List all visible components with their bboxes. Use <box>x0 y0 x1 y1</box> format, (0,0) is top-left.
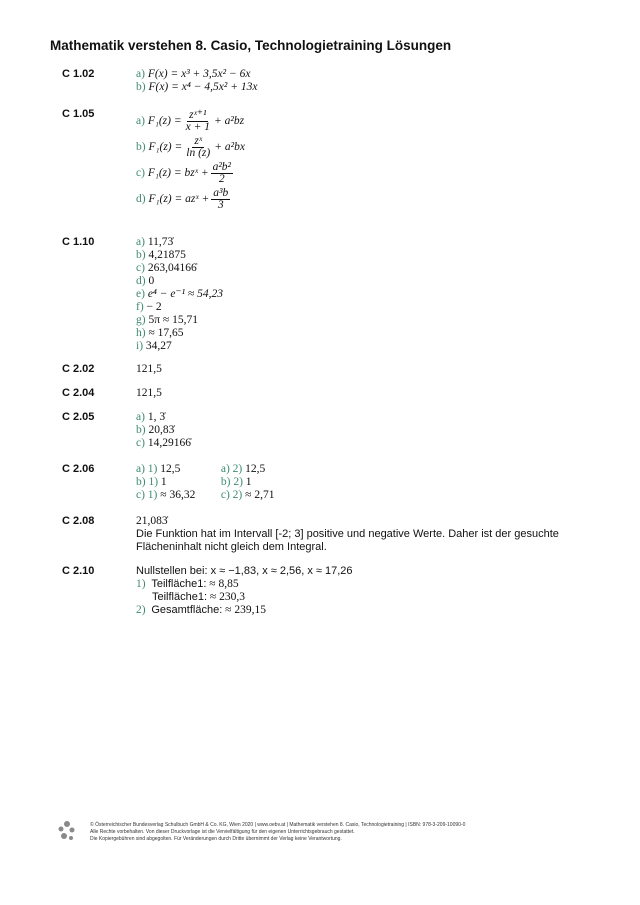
answer-line <box>136 134 245 160</box>
answer-tail: + a²bx <box>214 141 245 153</box>
list-item <box>136 236 223 249</box>
answer-label: c) 2) <box>220 489 243 501</box>
fraction-numerator: a²b² <box>212 160 231 173</box>
list-item <box>136 327 223 340</box>
answer-label: a) <box>136 115 145 127</box>
footer-rights: Alle Rechte vorbehalten. Von dieser Druckvorlage ist die Vervielfältigung für den eigenen Unterrichtsgebrauch gestattet. <box>90 829 355 835</box>
fraction-denominator: 2 <box>218 172 225 185</box>
answer-value: ≈ 239,15 <box>225 604 266 616</box>
exercise-code: C 2.10 <box>62 565 95 577</box>
answer-label: c) <box>136 262 145 274</box>
answer-label: a) 2) <box>220 463 243 475</box>
exercise-code: C 1.10 <box>62 236 95 248</box>
footer-copyright: © Österreichischer Bundesverlag Schulbuch GmbH & Co. KG, Wien 2020 | www.oebv.at | Mathematik verstehen 8. Casio, Technologietraining | ISBN: 978-3-209-10090-0 <box>90 822 466 828</box>
answer-line <box>136 476 274 489</box>
answer-line <box>136 489 274 502</box>
answer-value: x³ + 3,5x² − 6x <box>181 68 251 80</box>
answer-value: 1 <box>245 476 252 488</box>
answer-line <box>136 108 245 134</box>
answer-value: e⁴ − e⁻¹ ≈ 54,23 <box>147 288 223 300</box>
answer-value: 4,21875 <box>148 249 186 261</box>
answer-label: b) <box>136 249 146 261</box>
answer-text: Nullstellen bei: x ≈ −1,83, x ≈ 2,56, x ≈ 17,26 <box>136 565 353 577</box>
fraction <box>211 188 230 211</box>
answer-lhs: F₁(z) = <box>148 141 183 153</box>
fraction <box>211 162 233 185</box>
answer-value: 20,83̇ <box>148 424 175 436</box>
list-item <box>136 424 191 437</box>
answer-value: ≈ 8,85 <box>209 578 239 590</box>
fraction-numerator: zˣ⁺¹ <box>189 108 207 121</box>
answer-text: Die Funktion hat im Intervall [-2; 3] positive und negative Werte. Daher ist der gesuchte <box>136 528 559 540</box>
fraction <box>184 136 212 159</box>
answer-line <box>136 604 353 617</box>
answer-lhs: F₁(z) = <box>147 115 182 127</box>
exercise-code: C 1.02 <box>62 68 95 80</box>
list-item <box>136 437 191 450</box>
exercise-code: C 2.05 <box>62 411 95 423</box>
answer-label: a) <box>136 411 145 423</box>
answer-label: c) <box>136 167 145 179</box>
answer-line <box>136 68 257 81</box>
answer-value: 121,5 <box>136 363 162 375</box>
fraction-numerator: a³b <box>213 186 229 199</box>
answer-value: 263,04166̇ <box>147 262 197 274</box>
list-item <box>136 288 223 301</box>
answer-label: d) <box>136 193 146 205</box>
answer-label: e) <box>136 288 145 300</box>
answer-line <box>136 186 245 212</box>
answer-label: a) <box>136 68 145 80</box>
answer-value: ≈ 17,65 <box>148 327 184 339</box>
answer-line <box>136 463 274 476</box>
answer-value: 1 <box>160 476 167 488</box>
answer-value: 34,27 <box>145 340 172 352</box>
exercise-code: C 2.08 <box>62 515 95 527</box>
answer-text: Flächeninhalt nicht gleich dem Integral. <box>136 541 327 553</box>
answer-label: i) <box>136 340 144 352</box>
answer-line <box>136 160 245 186</box>
answer-lhs: F(x) = <box>147 68 179 80</box>
fraction-denominator: x + 1 <box>185 120 210 133</box>
answer-value: 11,73̇ <box>147 236 174 248</box>
exercise-code: C 2.06 <box>62 463 95 475</box>
answer-label: b) <box>136 141 146 153</box>
answer-label: c) <box>136 437 145 449</box>
answer-line <box>136 81 257 94</box>
list-item <box>136 314 223 327</box>
answer-label: d) <box>136 275 146 287</box>
answer-value: 0 <box>148 275 155 287</box>
answer-value: x⁴ − 4,5x² + 13x <box>181 81 258 93</box>
answer-value: − 2 <box>146 301 162 313</box>
answer-label: c) 1) <box>136 489 158 501</box>
list-item <box>136 301 223 314</box>
answer-value: ≈ 2,71 <box>242 489 275 501</box>
answer-label: a) 1) <box>136 463 158 475</box>
answer-value: ≈ 36,32 <box>157 489 196 501</box>
footer-disclaimer: Die Kopiergebühren sind abgegolten. Für Veränderungen durch Dritte übernimmt der Verlag keine Verantwortung. <box>90 836 342 842</box>
answer-text: Teilfläche1: <box>152 591 208 603</box>
exercise-code: C 2.04 <box>62 387 95 399</box>
answer-label: b) <box>136 424 146 436</box>
answer-value: 5π ≈ 15,71 <box>148 314 198 326</box>
answer-line <box>136 591 353 604</box>
answer-label: 2) <box>136 604 146 616</box>
answer-line <box>136 578 353 591</box>
fraction <box>184 110 212 133</box>
answer-value: ≈ 230,3 <box>209 591 245 603</box>
exercise-code: C 1.05 <box>62 108 95 120</box>
answer-label: b) <box>136 81 146 93</box>
answer-lhs: F₁(z) = azˣ + <box>148 193 210 205</box>
answer-label: a) <box>136 236 145 248</box>
answer-lhs: F(x) = <box>148 81 179 93</box>
fraction-denominator: ln (z) <box>186 146 211 159</box>
answer-text: Gesamtfläche: <box>151 604 223 616</box>
answer-value: 12,5 <box>160 463 181 475</box>
answer-label: f) <box>136 301 144 313</box>
answer-label: h) <box>136 327 146 339</box>
answer-label: g) <box>136 314 146 326</box>
answer-value: 121,5 <box>136 387 162 399</box>
publisher-logo-icon <box>56 820 78 842</box>
fraction-denominator: 3 <box>217 198 224 211</box>
answer-value: 21,083̇ <box>136 515 168 527</box>
fraction-numerator: zˣ <box>194 134 203 147</box>
answer-value: 12,5 <box>245 463 266 475</box>
answer-tail: + a²bz <box>213 115 245 127</box>
answer-label: b) 1) <box>136 476 159 488</box>
list-item <box>136 340 223 353</box>
exercise-code: C 2.02 <box>62 363 95 375</box>
answer-label: 1) <box>136 578 146 590</box>
list-item <box>136 411 191 424</box>
page-title: Mathematik verstehen 8. Casio, Technologietraining Lösungen <box>50 38 452 53</box>
answer-value: 14,29166̇ <box>147 437 191 449</box>
answer-value: 1, 3̇ <box>147 411 166 423</box>
answer-label: b) 2) <box>220 476 243 488</box>
answer-text: Teilfläche1: <box>151 578 207 590</box>
footer <box>90 822 590 843</box>
list-item <box>136 275 223 288</box>
answer-lhs: F₁(z) = bzˣ + <box>147 167 209 179</box>
list-item <box>136 262 223 275</box>
list-item <box>136 249 223 262</box>
